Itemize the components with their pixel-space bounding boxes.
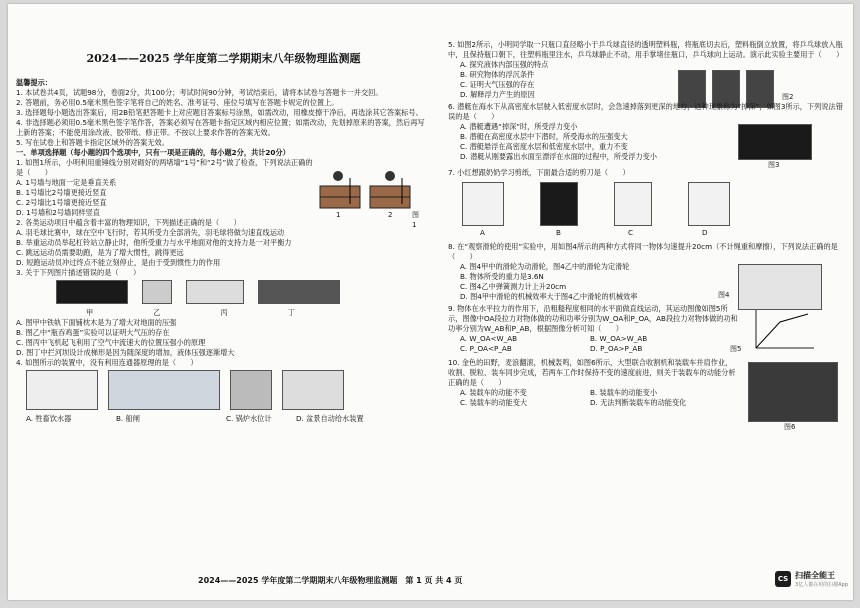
q3-option: D. 图丁中拦河坝设计成梯形是因为随深度的增加，液体压强逐渐增大 [16, 348, 235, 357]
scanner-watermark [775, 570, 848, 588]
q6-option: C. 潜艇悬浮在高密度水层和低密度水层中，重力不变 [460, 142, 628, 151]
fig3-label: 丙 [220, 308, 228, 317]
watermark-name: 扫描全能王 [795, 571, 836, 580]
q1-option: A. 1号墙与地面一定是垂直关系 [16, 178, 117, 187]
dam-photo [258, 280, 340, 304]
q9-option: B. W_OA>W_AB [590, 334, 648, 343]
q6-option: B. 潜艇在高密度水层中下潜时，所受海水的压强变大 [460, 132, 628, 141]
figure-7-labels [480, 228, 848, 238]
q7-option: B [556, 228, 561, 237]
question-3-stem: 3. 关于下列图片描述错误的是（ ） [16, 268, 141, 277]
q3-option: A. 图甲中铁轨下面铺枕木是为了增大对地面的压强 [16, 318, 177, 327]
q5-option: B. 研究物体的浮沉条件 [460, 70, 535, 79]
q2-option: A. 羽毛球比赛中，球在空中飞行时，若其所受力全部消失，羽毛球将做匀速直线运动 [16, 228, 285, 237]
q9-option: A. W_OA<W_AB [460, 334, 518, 343]
boiler-gauge-img [230, 370, 272, 410]
question-7-stem: 7. 小红想跟奶奶学习剪纸，下面最合适的剪刀是（ ） [448, 168, 630, 177]
q10-options [460, 388, 750, 408]
tongs-img [614, 182, 652, 226]
q3-option: B. 图乙中“瓶吞鸡蛋”实验可以证明大气压的存在 [16, 328, 170, 337]
q4-option: A. 牲畜饮水器 [26, 414, 72, 423]
scissors-img [688, 182, 730, 226]
figure-2-caption: 图2 [782, 93, 794, 101]
question-4-stem: 4. 如图所示的装置中，没有利用连通器原理的是（ ） [16, 358, 198, 367]
tips-block [16, 78, 431, 424]
figure-4-labels [26, 414, 431, 424]
figure-3-row [56, 280, 431, 308]
q10-option: A. 装载车的动能不变 [460, 388, 527, 397]
q10-option: C. 装载车的动能变大 [460, 398, 528, 407]
figure-4-caption: 图4 [718, 291, 730, 299]
q5-option: C. 证明大气压强的存在 [460, 80, 535, 89]
wall-label-1: 1 [336, 211, 341, 219]
q8-option: B. 物体所受的重力是3.6N [460, 272, 544, 281]
camscanner-logo-icon: CS [775, 571, 791, 587]
question-9-stem: 9. 物体在水平拉力的作用下，沿粗糙程度相同的水平面做直线运动，其运动图像如图5所示，图像中OA段拉力对物体做的功和功率分别为W_OA和P_OA，AB段拉力对物体做的功和功率分别为W_AB和P_AB，根据图像分析可知（ ） [448, 304, 738, 333]
pliers-img [462, 182, 504, 226]
page-footer: 2024——2025 学年度第二学期期末八年级物理监测题 第 1 页 共 4 页 [198, 576, 463, 585]
figure-1-caption: 图1 [412, 211, 419, 229]
question-1-stem: 1. 如图1所示，小明利用重锤线分别对砌好的两堵墙“1号”和“2号”做了检查，下列说法正确的是（ ） [16, 158, 313, 177]
q2-option: B. 举重运动员举起杠铃站立静止时，他所受重力与水平地面对他的支持力是一对平衡力 [16, 238, 292, 247]
tips-heading: 温馨提示： [16, 78, 52, 87]
tip-item: 1. 本试卷共4页，试题98分，卷面2分，共100分；考试时间90分钟，考试结束后，请将本试卷与答题卡一并交回。 [16, 88, 383, 97]
q4-option: D. 盆景自动给水装置 [296, 414, 364, 423]
tip-item: 3. 选择题每小题选出答案后，用2B铅笔把答题卡上对应题目答案标号涂黑，如需改动，用橡皮擦干净后，再选涂其它答案标号。 [16, 108, 423, 117]
fig3-label: 丁 [287, 308, 295, 317]
q9-option: C. P_OA<P_AB [460, 344, 512, 353]
q9-options [460, 334, 730, 354]
figure-3-caption: 图3 [768, 161, 780, 169]
q4-option: C. 锅炉水位计 [226, 414, 272, 423]
q7-option: D [702, 228, 708, 237]
q6-option: D. 潜艇从刚要露出水面至漂浮在水面的过程中，所受浮力变小 [460, 152, 657, 161]
q10-option: B. 装载车的动能变小 [590, 388, 658, 397]
q10-option: D. 无法判断装载车的动能变化 [590, 398, 687, 407]
fig3-label: 甲 [86, 308, 94, 317]
section-heading: 一、单项选择题（每小题的四个选项中，只有一项是正确的，每小题2分，共计20分） [16, 148, 290, 157]
figure-4-row [26, 370, 431, 414]
exam-title: 2024——2025 学年度第二学期期末八年级物理监测题 [86, 52, 361, 65]
q5-option: D. 解释浮力产生的原因 [460, 90, 535, 99]
ship-lock-img [108, 370, 220, 410]
q3-option: C. 图丙中飞机起飞利用了空气中流速大的位置压强小的原理 [16, 338, 206, 347]
brick-walls-illustration [316, 168, 416, 216]
fig3-label: 乙 [153, 308, 161, 317]
q2-option: C. 跳远运动员需要助跑，是为了增大惯性，跳得更远 [16, 248, 184, 257]
q1-option: B. 1号墙比2号墙更接近竖直 [16, 188, 107, 197]
tip-item: 5. 写在试卷上和答题卡指定区域外的答案无效。 [16, 138, 169, 147]
tip-item: 4. 非选择题必须用0.5毫米黑色签字笔作答，答案必须写在答题卡指定区域内相应位置；如需改动，先划掉原来的答案，然后再写上新的答案；不能使用涂改液、胶带纸、修正带。不按以上要求作答的答案无效。 [16, 118, 425, 137]
figure-3-submarine [738, 124, 812, 160]
figure-1-walls [316, 168, 419, 229]
q2-option: D. 短跑运动员冲过终点不能立刻停止，是由于受到惯性力的作用 [16, 258, 221, 267]
figure-6-harvester [748, 362, 838, 422]
question-2-stem: 2. 各类运动项目中蕴含着丰富的物理知识，下列描述正确的是（ ） [16, 218, 241, 227]
figure-3-labels [86, 308, 431, 318]
q5-option: A. 探究液体内部压强的特点 [460, 60, 549, 69]
q4-option: B. 船闸 [116, 414, 140, 423]
exam-sheet [8, 4, 853, 600]
q7-option: A [480, 228, 485, 237]
q8-option: D. 图4甲中滑轮的机械效率大于图4乙中滑轮的机械效率 [460, 292, 638, 301]
q1-option: C. 2号墙比1号墙更接近竖直 [16, 198, 107, 207]
figure-5-caption: 图5 [730, 345, 742, 353]
q8-option: C. 图4乙中弹簧测力计上升20cm [460, 282, 567, 291]
wall-label-2: 2 [388, 211, 393, 219]
watermark-sub: 3亿人都在用的扫描App [795, 582, 848, 588]
question-5-stem: 5. 如图2所示，小明同学取一只瓶口直径略小于乒乓球直径的透明塑料瓶，将瓶底切去后，塑料瓶倒立放置，将乒乓球放入瓶中，且保持瓶口朝下，往塑料瓶里注水，乒乓球静止不动，用手掌堵住瓶口，乒乓球向上运动。演示此实验主要用于（ ） [448, 40, 844, 59]
cutter-img [540, 182, 578, 226]
q7-option: C [628, 228, 634, 237]
question-6-stem: 6. 潜艇在海水下从高密度水层驶入低密度水层时，会急速掉落到更深的地方，这种现象称为“掉深”，如图3所示，下列说法错误的是（ ） [448, 102, 843, 121]
airplane-photo [186, 280, 244, 304]
livestock-waterer-img [26, 370, 98, 410]
question-8-stem: 8. 在“观察滑轮的使用”实验中，用如图4所示的两种方式将同一物体匀速提升20cm（不计绳重和摩擦），下列说法正确的是（ ） [448, 242, 838, 261]
question-10-stem: 10. 金色的田野，麦浪翻滚，机械轰鸣，如图6所示，大型联合收割机和装载车并肩作业，收割、脱粒、装车同步完成，若两车工作时保持不变的速度前进，则关于装载车的动能分析正确的是（ ） [448, 358, 736, 387]
q6-option: A. 潜艇遭遇“掉深”时，所受浮力变小 [460, 122, 578, 131]
figure-5-graph [748, 308, 818, 352]
figure-7-scissors [462, 182, 848, 228]
right-column [448, 40, 848, 431]
q1-option: D. 1号墙和2号墙同样竖直 [16, 208, 100, 217]
bottle-egg-photo [142, 280, 172, 304]
tip-item: 2. 答题前，务必用0.5毫米黑色签字笔将自己的姓名、准考证号、座位号填写在答题卡规定的位置上。 [16, 98, 339, 107]
q9-option: D. P_OA>P_AB [590, 344, 643, 353]
rail-photo [56, 280, 128, 304]
bonsai-waterer-img [282, 370, 344, 410]
figure-6-caption: 图6 [784, 423, 796, 431]
q8-option: A. 图4甲中的滑轮为动滑轮，图4乙中的滑轮为定滑轮 [460, 262, 630, 271]
